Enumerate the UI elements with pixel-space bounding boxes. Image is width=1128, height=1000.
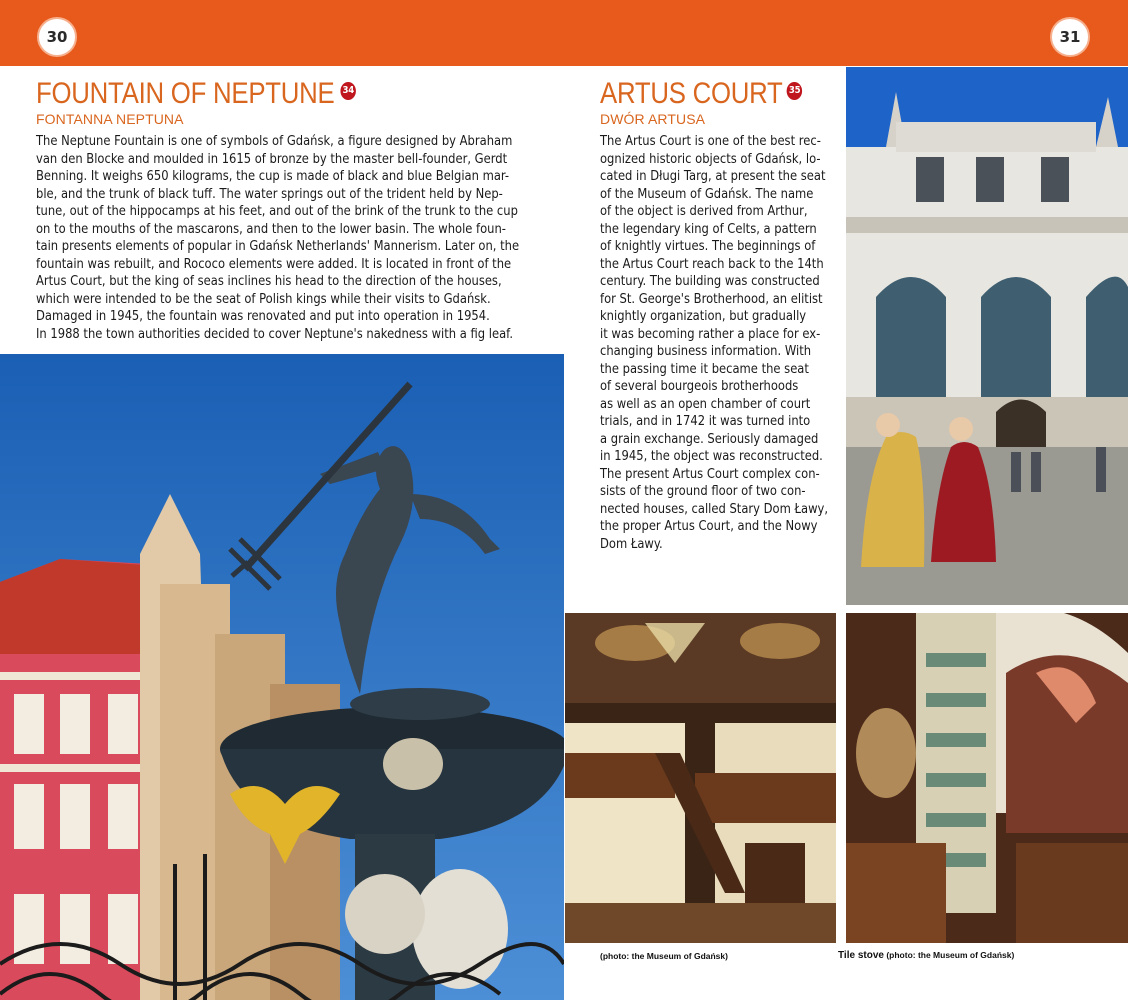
body-line: changing business information. With: [600, 343, 812, 359]
artus-court-interior-photo: [565, 613, 836, 943]
fountain-heading: [36, 76, 356, 112]
body-line: the Artus Court reach back to the 14th: [600, 255, 824, 272]
body-line: van den Blocke and moulded in 1615 of bronze by the master bell-founder, Gerdt: [36, 150, 508, 167]
body-line: In 1988 the town authorities decided to cover Neptune's nakedness with a fig leaf.: [36, 325, 514, 342]
body-line: nected houses, called Stary Dom Ławy,: [600, 500, 829, 517]
fountain-title: FOUNTAIN OF NEPTUNE: [36, 77, 335, 110]
body-line: a grain exchange. Seriously damaged: [600, 430, 819, 447]
page-number-left: 30: [37, 17, 77, 57]
body-line: sists of the ground floor of two con-: [600, 483, 806, 499]
artus-title: ARTUS COURT: [600, 77, 783, 110]
body-line: ble, and the trunk of black tuff. The water springs out of the trident held by Nep-: [36, 185, 503, 202]
neptune-fountain-photo: [0, 354, 564, 1000]
body-line: The Neptune Fountain is one of symbols of Gdańsk, a figure designed by Abraham: [36, 133, 513, 149]
body-line: The present Artus Court complex con-: [600, 465, 820, 482]
body-line: which were intended to be the seat of Polish kings while their visits to Gdańsk.: [36, 290, 491, 307]
artus-body-text: [600, 133, 838, 553]
interior-photo-caption: (photo: the Museum of Gdańsk): [600, 951, 728, 961]
body-line: in 1945, the object was reconstructed.: [600, 448, 823, 464]
body-line: Dom Ławy.: [600, 535, 663, 552]
tile-stove-caption: [838, 950, 1014, 961]
body-line: of the Museum of Gdańsk. The name: [600, 185, 814, 202]
body-line: the proper Artus Court, and the Nowy: [600, 518, 818, 534]
body-line: knightly organization, but gradually: [600, 308, 807, 324]
body-line: fountain was rebuilt, and Rococo elements were added. It is located in front of the: [36, 255, 512, 272]
body-line: Artus Court, but the king of seas inclines his head to the direction of the houses,: [36, 273, 502, 289]
page-number-right: 31: [1050, 17, 1090, 57]
body-line: Benning. It weighs 650 kilograms, the cup is made of black and blue Belgian mar-: [36, 168, 510, 184]
body-line: of several bourgeois brotherhoods: [600, 378, 799, 394]
body-line: the passing time it became the seat: [600, 360, 809, 377]
body-line: it was becoming rather a place for ex-: [600, 325, 821, 342]
body-line: of the object is derived from Arthur,: [600, 203, 808, 219]
top-color-bar: [0, 0, 1128, 66]
fountain-subtitle: FONTANNA NEPTUNA: [36, 111, 184, 127]
body-line: of knightly virtues. The beginnings of: [600, 238, 816, 254]
tile-stove-label: Tile stove: [838, 950, 884, 961]
body-line: tune, out of the hippocamps at his feet, and out of the brink of the trunk to the cup: [36, 203, 518, 219]
artus-heading: [600, 76, 802, 112]
body-line: as well as an open chamber of court: [600, 395, 811, 412]
map-marker-badge-35: 35: [787, 82, 802, 100]
body-line: ognized historic objects of Gdańsk, lo-: [600, 150, 821, 167]
tile-stove-photo: [846, 613, 1128, 943]
body-line: for St. George's Brotherhood, an elitist: [600, 290, 823, 307]
body-line: tain presents elements of popular in Gdańsk Netherlands' Mannerism. Later on, the: [36, 238, 520, 254]
body-line: cated in Długi Targ, at present the seat: [600, 168, 826, 184]
body-line: on to the mouths of the mascarons, and then to the lower basin. The whole foun-: [36, 220, 506, 237]
body-line: The Artus Court is one of the best rec-: [600, 133, 821, 149]
map-marker-badge-34: 34: [341, 82, 356, 100]
tile-stove-credit: (photo: the Museum of Gdańsk): [886, 950, 1015, 960]
artus-subtitle: DWÓR ARTUSA: [600, 111, 706, 127]
fountain-body-text: [36, 133, 528, 343]
body-line: Damaged in 1945, the fountain was renovated and put into operation in 1954.: [36, 308, 490, 324]
body-line: the legendary king of Celts, a pattern: [600, 220, 817, 237]
artus-court-facade-photo: [846, 67, 1128, 605]
body-line: trials, and in 1742 it was turned into: [600, 413, 811, 429]
body-line: century. The building was constructed: [600, 273, 820, 289]
